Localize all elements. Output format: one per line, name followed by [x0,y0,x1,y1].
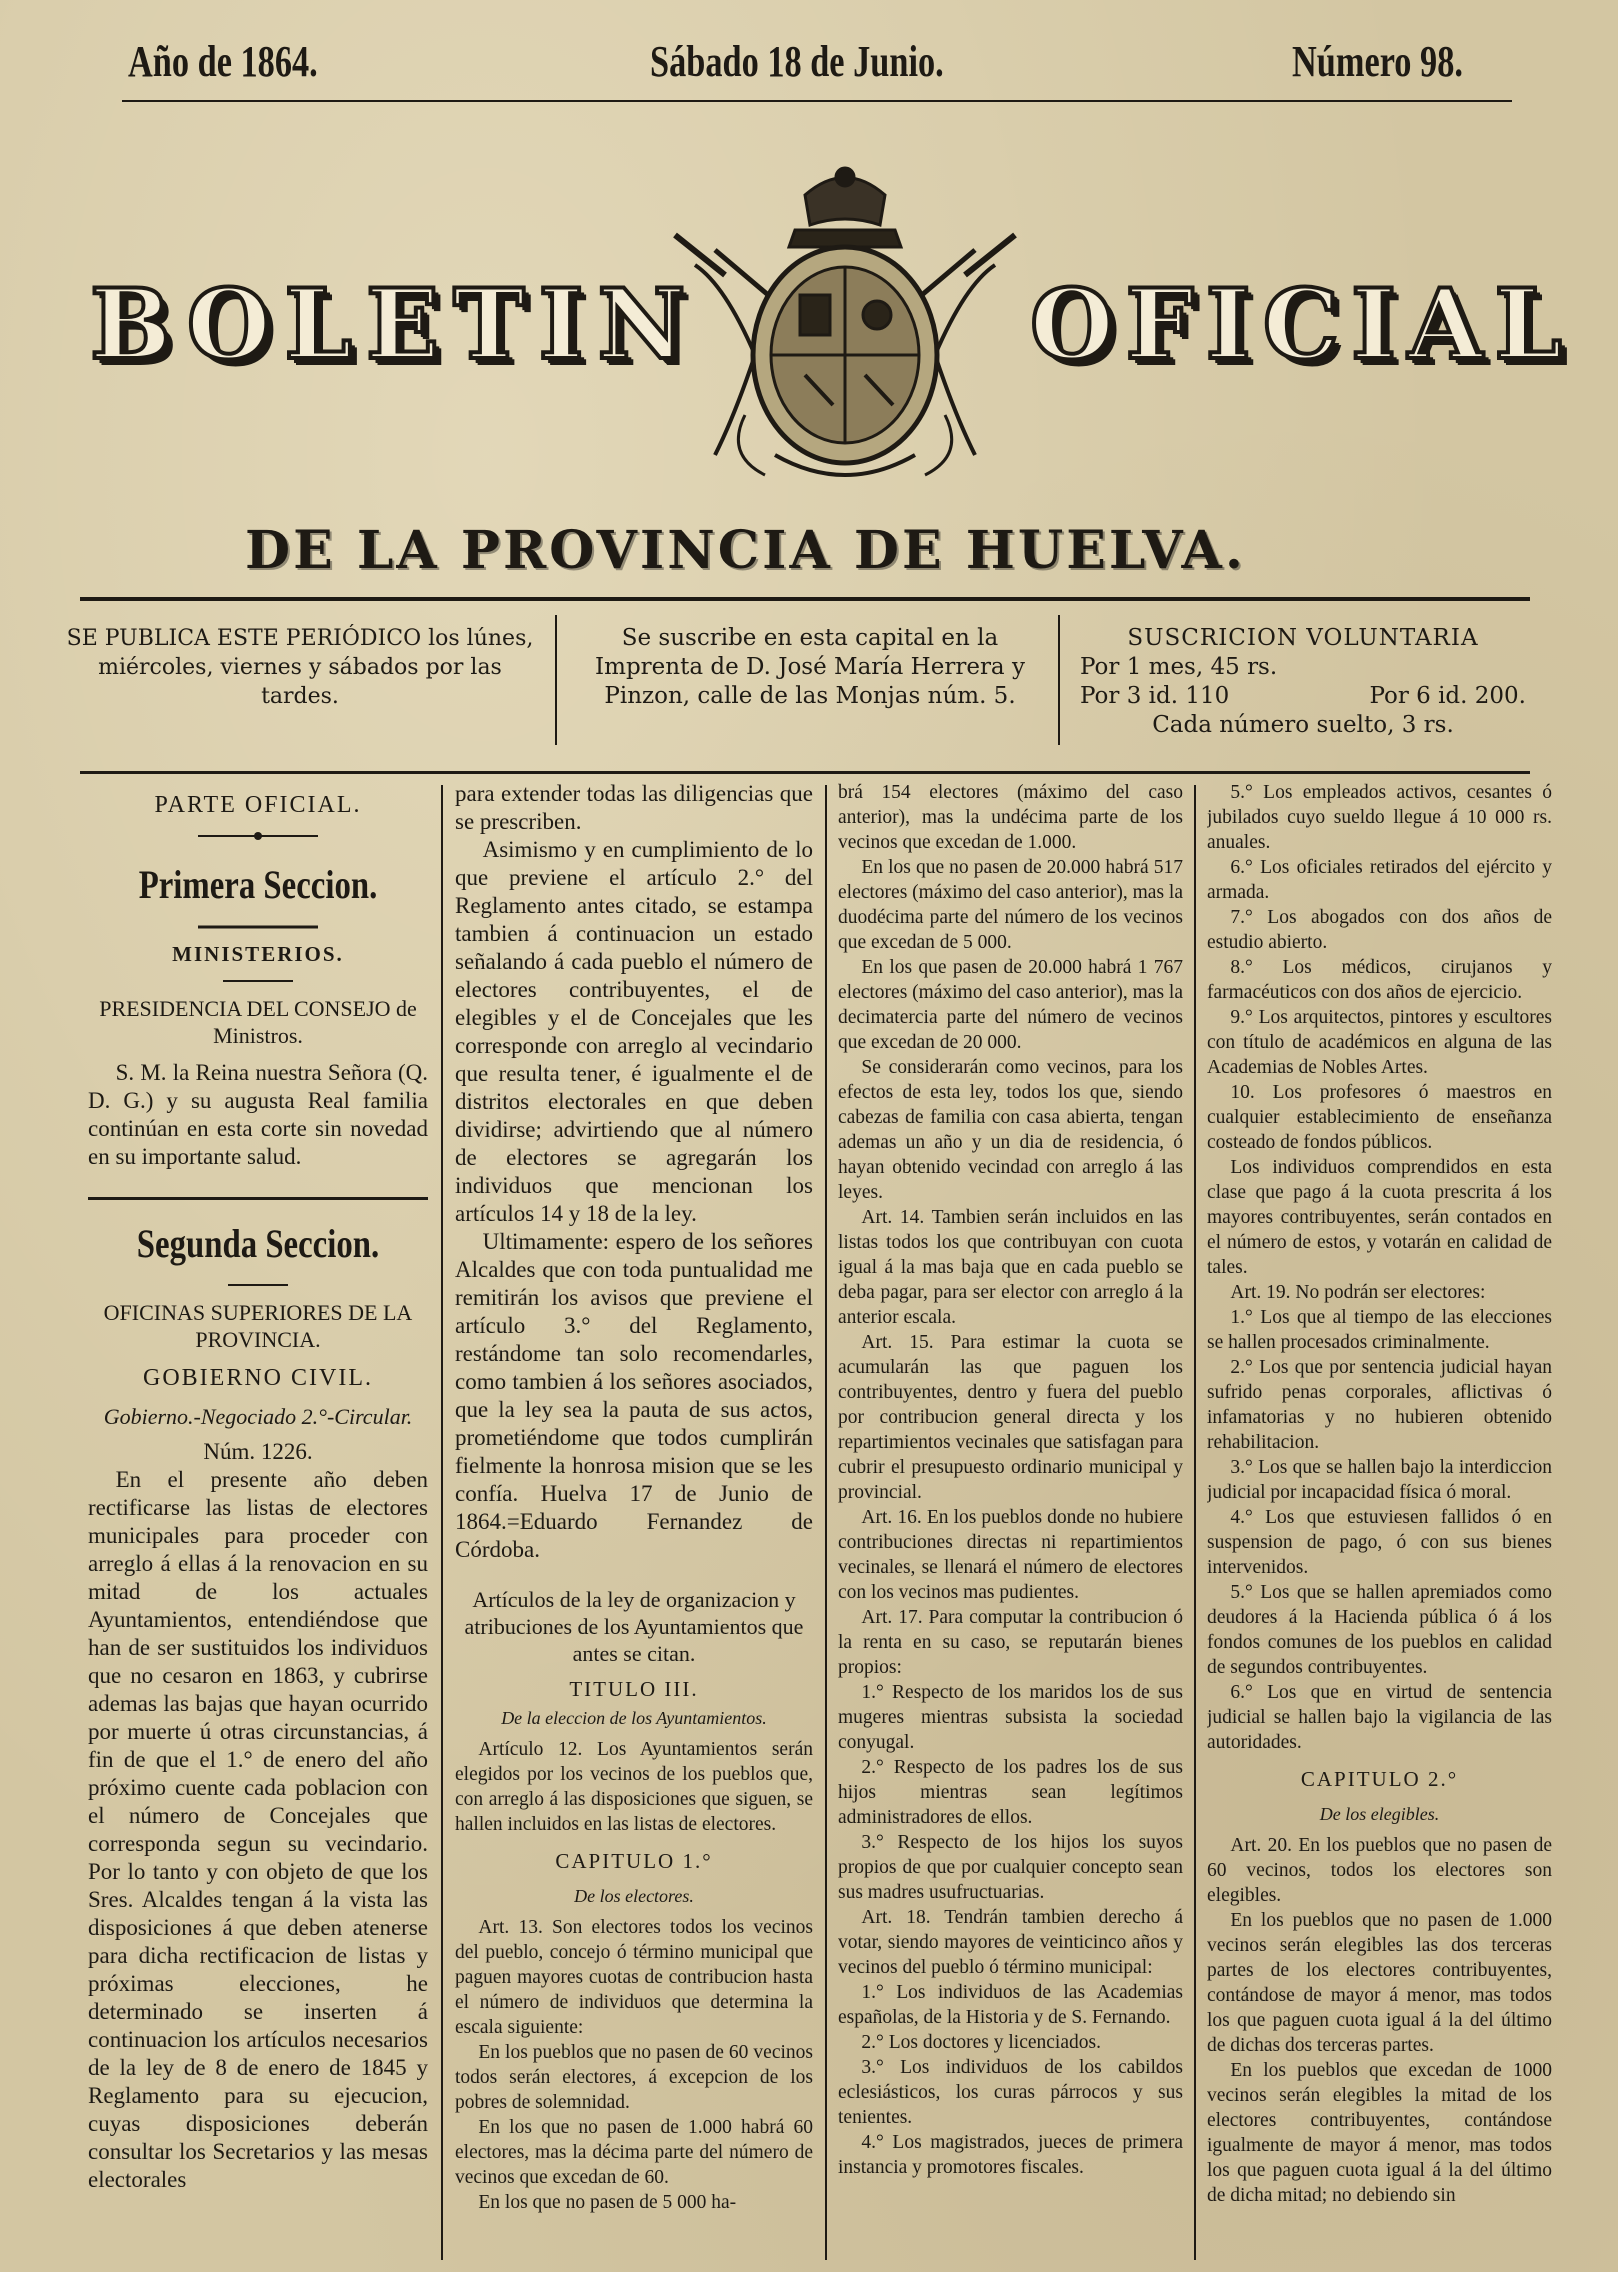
negociado-line: Gobierno.-Negociado 2.°-Circular. [103,1404,413,1429]
oficinas-heading: OFICINAS SUPERIORES DE LA PROVINCIA. [103,1300,413,1352]
titulo-subheading: De la eleccion de los Ayuntamientos. [501,1708,767,1728]
list-item: 9.° Los arquitectos, pintores y escultores con título de académicos en alguna de las Academias de Nobles Artes. [1207,1007,1552,1078]
article-18: Art. 18. Tendrán tambien derecho á votar, siendo mayores de veinticinco años y vecinos del pueblo ó término municipal: [838,1907,1183,1978]
paragraph: En el presente año deben rectificarse las listas de electores municipales para proceder con arreglo á ellas á la renovacion en su mitad de los actuales Ayuntamientos, entendiéndose que han de ser sustituidos los individuos que no cesaron en 1863, y cubrirse ademas las bajas que hayan ocurrido por muerte ú otras circunstancias, á fin de que el 1.° de enero del año próximo cuente cada poblacion con el número de Concejales que corresponda segun su vecindario. Por lo tanto y con objeto de que los Sres. Alcaldes tengan á la vista las disposiciones á que deben atenerse para dicha rectificacion de listas y próximas elecciones, he determinado se inserten á continuacion los artículos necesarios de la ley de 8 de enero de 1845 y Reglamento para su ejecucion, cuyas disposiciones deberán consultar los Secretarios y las mesas electorales [88,1467,428,2192]
circular-number: Núm. 1226. [203,1439,313,1464]
masthead-rule-bottom [80,771,1530,774]
ornament-divider [198,922,318,932]
column-2 [455,780,813,2260]
info-divider-2 [1058,615,1060,745]
price-single-issue: Cada número suelto, 3 rs. [1152,712,1454,738]
subscription-prices [1068,624,1538,740]
list-item: 10. Los profesores ó maestros en cualquier establecimiento de enseñanza costeado de fondos públicos. [1207,1082,1552,1153]
list-item: 4.° Los magistrados, jueces de primera instancia y promotores fiscales. [838,2132,1183,2178]
articulos-heading: Artículos de la ley de organizacion y atribuciones de los Ayuntamientos que antes se citan. [464,1587,804,1666]
ornament-divider [228,1281,288,1289]
column-3 [838,780,1183,2260]
article-14: Art. 14. Tambien serán incluidos en las listas todos los que contribuyan con cuota igual á la mas baja que en cada pueblo se deba pagar, para ser elector con arreglo á la anterior escala. [838,1207,1183,1328]
paragraph: En los que no pasen de 20.000 habrá 517 electores (máximo del caso anterior), mas la duodécima parte del número de los vecinos que excedan de 5 000. [838,857,1183,953]
ministerios-heading: MINISTERIOS. [172,942,344,966]
paragraph: En los pueblos que excedan de 1000 vecinos serán elegibles la mitad de los electores contribuyentes, contándose igualmente de mayor á menor, mas todos los que paguen cuota igual á la del último de dicha mitad; no debiendo sin [1207,2060,1552,2206]
list-item: 3.° Los que se hallen bajo la interdiccion judicial por incapacidad física ó moral. [1207,1457,1552,1503]
list-item: 2.° Respecto de los padres los de sus hijos mientras sean legítimos administradores de ellos. [838,1757,1183,1828]
price-three-months: Por 3 id. 110 [1080,683,1230,709]
primera-seccion-heading: Primera Seccion. [138,862,378,907]
list-item: 2.° Los que por sentencia judicial hayan sufrido penas corporales, aflictivas ó infamatorias y no hubieren obtenido rehabilitacion. [1207,1357,1552,1453]
subscription-address: Se suscribe en esta capital en la Imprenta de D. José María Herrera y Pinzon, calle de las Monjas núm. 5. [595,625,1025,709]
column-divider-3 [1194,785,1196,2260]
capitulo-1-subheading: De los electores. [574,1886,694,1906]
column-1 [88,780,428,2260]
coat-of-arms-emblem [655,155,1035,515]
paragraph: En los que no pasen de 1.000 habrá 60 electores, mas la décima parte del número de vecinos que excedan de 60. [455,2117,813,2188]
masthead-subtitle: DE LA PROVINCIA DE HUELVA. [245,520,1246,581]
publication-schedule: SE PUBLICA ESTE PERIÓDICO los lúnes, miércoles, viernes y sábados por las tardes. [66,626,534,709]
capitulo-2-subheading: De los elegibles. [1319,1804,1440,1824]
price-six-months: Por 6 id. 200. [1369,683,1526,709]
capitulo-1-heading: CAPITULO 1.° [555,1849,713,1873]
list-item: 6.° Los oficiales retirados del ejército y armada. [1207,857,1552,903]
issue-date: Sábado 18 de Junio. [650,37,944,86]
masthead-title-left: BOLETIN [90,268,700,381]
paragraph: En los pueblos que no pasen de 1.000 vecinos serán elegibles las dos terceras partes de los electores contribuyentes, contándose de mayor á menor, mas todos los que paguen cuota igual á la del último de dichas dos terceras partes. [1207,1910,1552,2056]
list-item: 6.° Los que en virtud de sentencia judicial se hallen bajo la vigilancia de las autoridades. [1207,1682,1552,1753]
masthead-title-right: OFICIAL [1030,268,1574,381]
list-item: 3.° Los individuos de los cabildos eclesiásticos, los curas párrocos y sus tenientes. [838,2057,1183,2128]
paragraph: En los pueblos que no pasen de 60 vecinos todos serán electores, á excepcion de los pobres de solemnidad. [455,2042,813,2113]
list-item: 1.° Respecto de los maridos los de sus mugeres mientras subsista la sociedad conyugal. [838,1682,1183,1753]
parte-oficial-heading: PARTE OFICIAL. [154,792,362,818]
article-13: Art. 13. Son electores todos los vecinos del pueblo, concejo ó término municipal que paguen mayores cuotas de contribucion hasta el número de individuos que determina la escala siguiente: [455,1917,813,2038]
column-divider-1 [441,785,443,2260]
prices-title: SUSCRICION VOLUNTARIA [1127,625,1479,651]
info-divider-1 [555,615,557,745]
list-item: 1.° Los que al tiempo de las elecciones se hallen procesados criminalmente. [1207,1307,1552,1353]
issue-number: Número 98. [1292,37,1463,86]
ornament-divider [198,831,318,841]
price-one-month: Por 1 mes, 45 rs. [1080,654,1278,680]
article-17: Art. 17. Para computar la contribucion ó la renta en su caso, se reputarán bienes propios: [838,1607,1183,1678]
list-item: 3.° Respecto de los hijos los suyos propios de que por cualquier concepto sean sus madres usufructuarias. [838,1832,1183,1903]
presidencia-heading: PRESIDENCIA DEL CONSEJO de Ministros. [99,996,417,1048]
dateline-rule [122,100,1512,102]
list-item: 8.° Los médicos, cirujanos y farmacéuticos con dos años de ejercicio. [1207,957,1552,1003]
article-20: Art. 20. En los pueblos que no pasen de 60 vecinos, todos los electores son elegibles. [1207,1835,1552,1906]
paragraph: En los que pasen de 20.000 habrá 1 767 electores (máximo del caso anterior), mas la decimatercia parte del número de vecinos que excedan de 20 000. [838,957,1183,1053]
article-12: Artículo 12. Los Ayuntamientos serán elegidos por los vecinos de los pueblos que, con arreglo á las disposiciones que siguen, se hallen incluidos en las listas de electores. [455,1739,813,1835]
list-item: 5.° Los empleados activos, cesantes ó jubilados cuyo sueldo llegue á 10 000 rs. anuales. [1207,782,1552,853]
segunda-seccion-heading: Segunda Seccion. [136,1221,380,1266]
list-item: 1.° Los individuos de las Academias españolas, de la Historia y de S. Fernando. [838,1982,1183,2028]
paragraph: En los que no pasen de 5 000 ha- [478,2192,737,2213]
article-15: Art. 15. Para estimar la cuota se acumularán las que paguen los contribuyentes, dentro y fuera del pueblo por contribucion general directa y los repartimientos vecinales que satisfagan para cubrir el presupuesto ordinario municipal y provincial. [838,1332,1183,1503]
list-item: 4.° Los que estuviesen fallidos ó en suspension de pago, ó con sus bienes intervenidos. [1207,1507,1552,1578]
paragraph: Ultimamente: espero de los señores Alcaldes que con toda puntualidad me remitirán los avisos que previene el artículo 3.° del Reglamento, restándome tan solo recomendarles, como tambien á los señores asociados, que la ley sea la pauta de sus actos, prometiéndome que todos cumplirán fielmente la honrosa mision que se les confía. Huelva 17 de Junio de 1864.=Eduardo Fernandez de Córdoba. [455,1229,813,1562]
list-item: 7.° Los abogados con dos años de estudio abierto. [1207,907,1552,953]
paragraph: S. M. la Reina nuestra Señora (Q. D. G.) y su augusta Real familia continúan en esta corte sin novedad en su importante salud. [88,1060,428,1169]
article-16: Art. 16. En los pueblos donde no hubiere contribuciones directas ni repartimientos vecinales, se llenará el número de electores con los vecinos mas pudientes. [838,1507,1183,1603]
issue-year: Año de 1864. [128,37,318,86]
section-rule [88,1197,428,1200]
column-divider-2 [825,785,827,2260]
article-19: Art. 19. No podrán ser electores: [1230,1282,1486,1303]
column-4 [1207,780,1552,2260]
paragraph: brá 154 electores (máximo del caso anterior), mas la undécima parte de los vecinos que excedan de 1.000. [838,782,1183,853]
titulo-heading: TITULO III. [569,1677,699,1701]
gobierno-civil-heading: GOBIERNO CIVIL. [143,1365,373,1391]
paragraph: Los individuos comprendidos en esta clase que pago á la cuota prescrita á los mayores contribuyentes, serán contados en el número de estos, y votarán en calidad de tales. [1207,1157,1552,1278]
masthead-rule-top [80,597,1530,601]
paragraph: Se considerarán como vecinos, para los efectos de esta ley, todos los que, siendo cabezas de familia con casa abierta, tengan ademas un año y un dia de residencia, ó hayan obtenido vecindad con arreglo á las leyes. [838,1057,1183,1203]
ornament-divider [223,977,293,985]
list-item: 2.° Los doctores y licenciados. [861,2032,1101,2053]
list-item: 5.° Los que se hallen apremiados como deudores á la Hacienda pública ó á los fondos comunes de los pueblos en calidad de segundos contribuyentes. [1207,1582,1552,1678]
capitulo-2-heading: CAPITULO 2.° [1300,1767,1459,1791]
paragraph: para extender todas las diligencias que se prescriben. [455,781,813,834]
paragraph: Asimismo y en cumplimiento de lo que previene el artículo 2.° del Reglamento antes citado, se estampa tambien á continuacion un estado señalando á cada pueblo el número de electores contribuyentes, el de elegibles y el de Concejales que les corresponde con arreglo al vecindario que resulta tener, é igualmente el de distritos electorales en que deben dividirse; advirtiendo que al número de electores se agregarán los individuos que mencionan los artículos 14 y 18 de la ley. [455,837,813,1226]
